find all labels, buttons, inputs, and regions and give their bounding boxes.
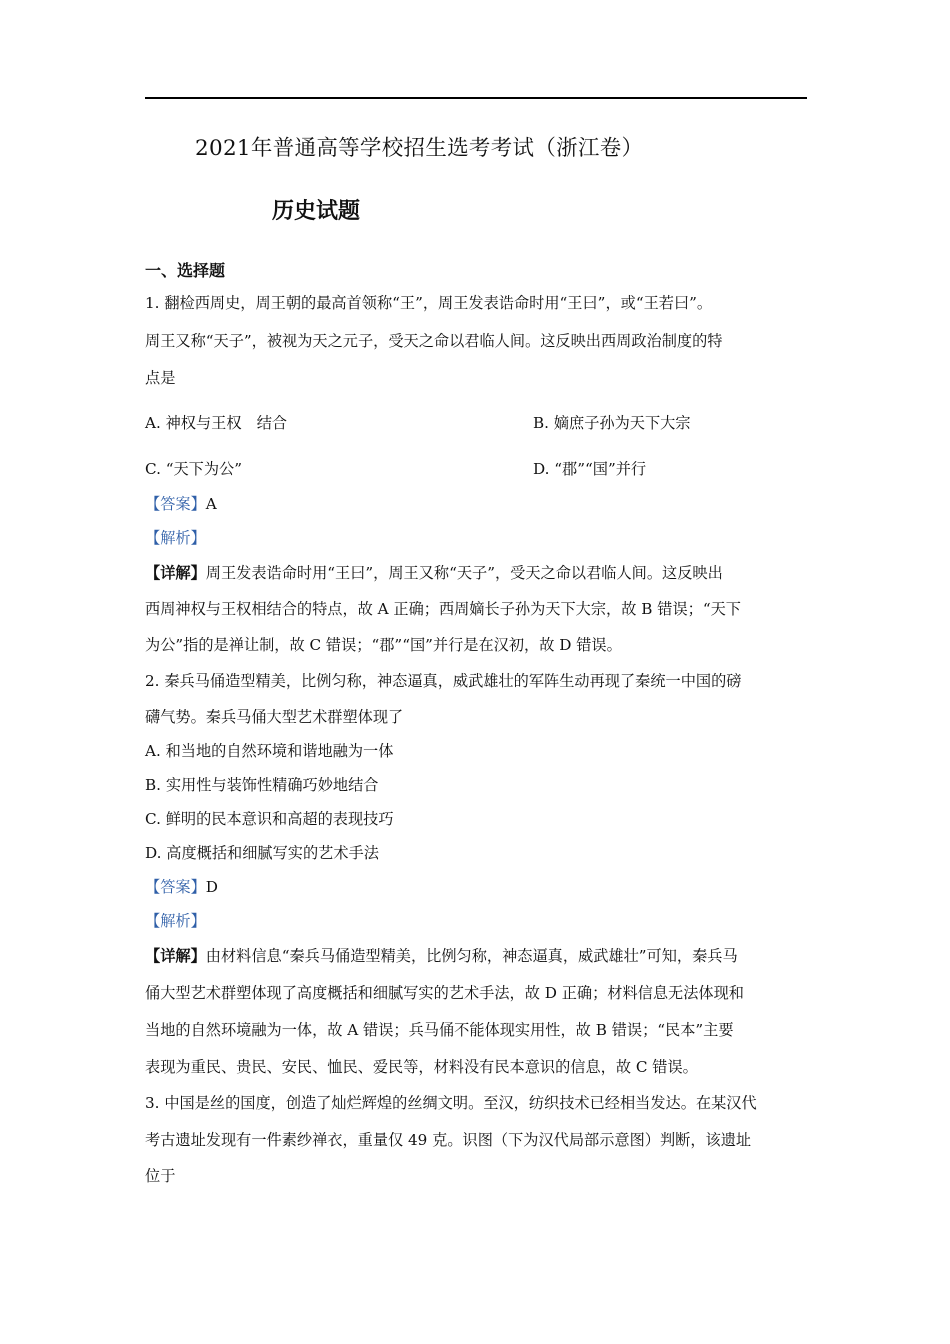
q1-stem-line: 周王又称“天子”，被视为天之元子，受天之命以君临人间。这反映出西周政治制度的特 (145, 332, 723, 350)
q2-option-c: C. 鲜明的民本意识和高超的表现技巧 (145, 810, 394, 828)
q2-stem-line: 礴气势。秦兵马俑大型艺术群塑体现了 (145, 708, 404, 726)
detail-text: 由材料信息“秦兵马俑造型精美，比例匀称，神态逼真，威武雄壮”可知，秦兵马 (205, 947, 738, 965)
q1-option-c: C. “天下为公” (145, 460, 243, 478)
q2-option-b: B. 实用性与装饰性精确巧妙地结合 (145, 776, 379, 794)
q1-option-a: A. 神权与王权 结合 (145, 414, 288, 432)
q2-detail-line (145, 945, 738, 967)
q2-detail-line: 俑大型艺术群塑体现了高度概括和细腻写实的艺术手法，故 D 正确；材料信息无法体现和 (145, 984, 744, 1002)
q1-option-d: D. “郡”“国”并行 (533, 460, 647, 478)
q1-answer (145, 493, 217, 515)
detail-label: 【详解】 (145, 564, 206, 582)
answer-value: D (205, 878, 218, 896)
answer-label: 【答案】 (145, 495, 206, 513)
q2-detail-line: 当地的自然环境融为一体，故 A 错误；兵马俑不能体现实用性，故 B 错误；“民本”主要 (145, 1021, 734, 1039)
q1-detail-line: 西周神权与王权相结合的特点，故 A 正确；西周嫡长子孙为天下大宗，故 B 错误；“天下 (145, 600, 741, 618)
q1-option-b: B. 嫡庶子孙为天下大宗 (533, 414, 691, 432)
q2-option-a: A. 和当地的自然环境和谐地融为一体 (145, 742, 394, 760)
q3-stem-line: 3. 中国是丝的国度，创造了灿烂辉煌的丝绸文明。至汉，纺织技术已经相当发达。在某汉代 (145, 1094, 757, 1112)
exam-subtitle: 历史试题 (272, 199, 361, 224)
detail-label: 【详解】 (145, 947, 206, 965)
answer-value: A (205, 495, 217, 513)
detail-text: 周王发表诰命时用“王曰”，周王又称“天子”，受天之命以君临人间。这反映出 (205, 564, 723, 582)
q3-stem-line: 考古遗址发现有一件素纱禅衣，重量仅 49 克。识图（下为汉代局部示意图）判断，该遗址 (145, 1131, 752, 1149)
q2-stem-line: 2. 秦兵马俑造型精美，比例匀称，神态逼真，威武雄壮的军阵生动再现了秦统一中国的磅 (145, 672, 742, 690)
q3-stem-line: 位于 (145, 1167, 176, 1185)
q2-analysis-label: 【解析】 (145, 912, 206, 930)
q1-stem-line: 点是 (145, 369, 176, 387)
header-rule (145, 97, 807, 99)
exam-title: 2021年普通高等学校招生选考考试（浙江卷） (195, 136, 644, 161)
q1-stem-line: 1. 翻检西周史，周王朝的最高首领称“王”，周王发表诰命时用“王曰”，或“王若曰”。 (145, 294, 713, 312)
q1-detail-line: 为公”指的是禅让制，故 C 错误；“郡”“国”并行是在汉初，故 D 错误。 (145, 636, 622, 654)
answer-label: 【答案】 (145, 878, 206, 896)
q2-detail-line: 表现为重民、贵民、安民、恤民、爱民等，材料没有民本意识的信息，故 C 错误。 (145, 1058, 698, 1076)
q2-answer (145, 876, 218, 898)
q2-option-d: D. 高度概括和细腻写实的艺术手法 (145, 844, 379, 862)
section-heading: 一、选择题 (145, 261, 226, 280)
q1-detail-line (145, 562, 723, 584)
q1-analysis-label: 【解析】 (145, 529, 206, 547)
